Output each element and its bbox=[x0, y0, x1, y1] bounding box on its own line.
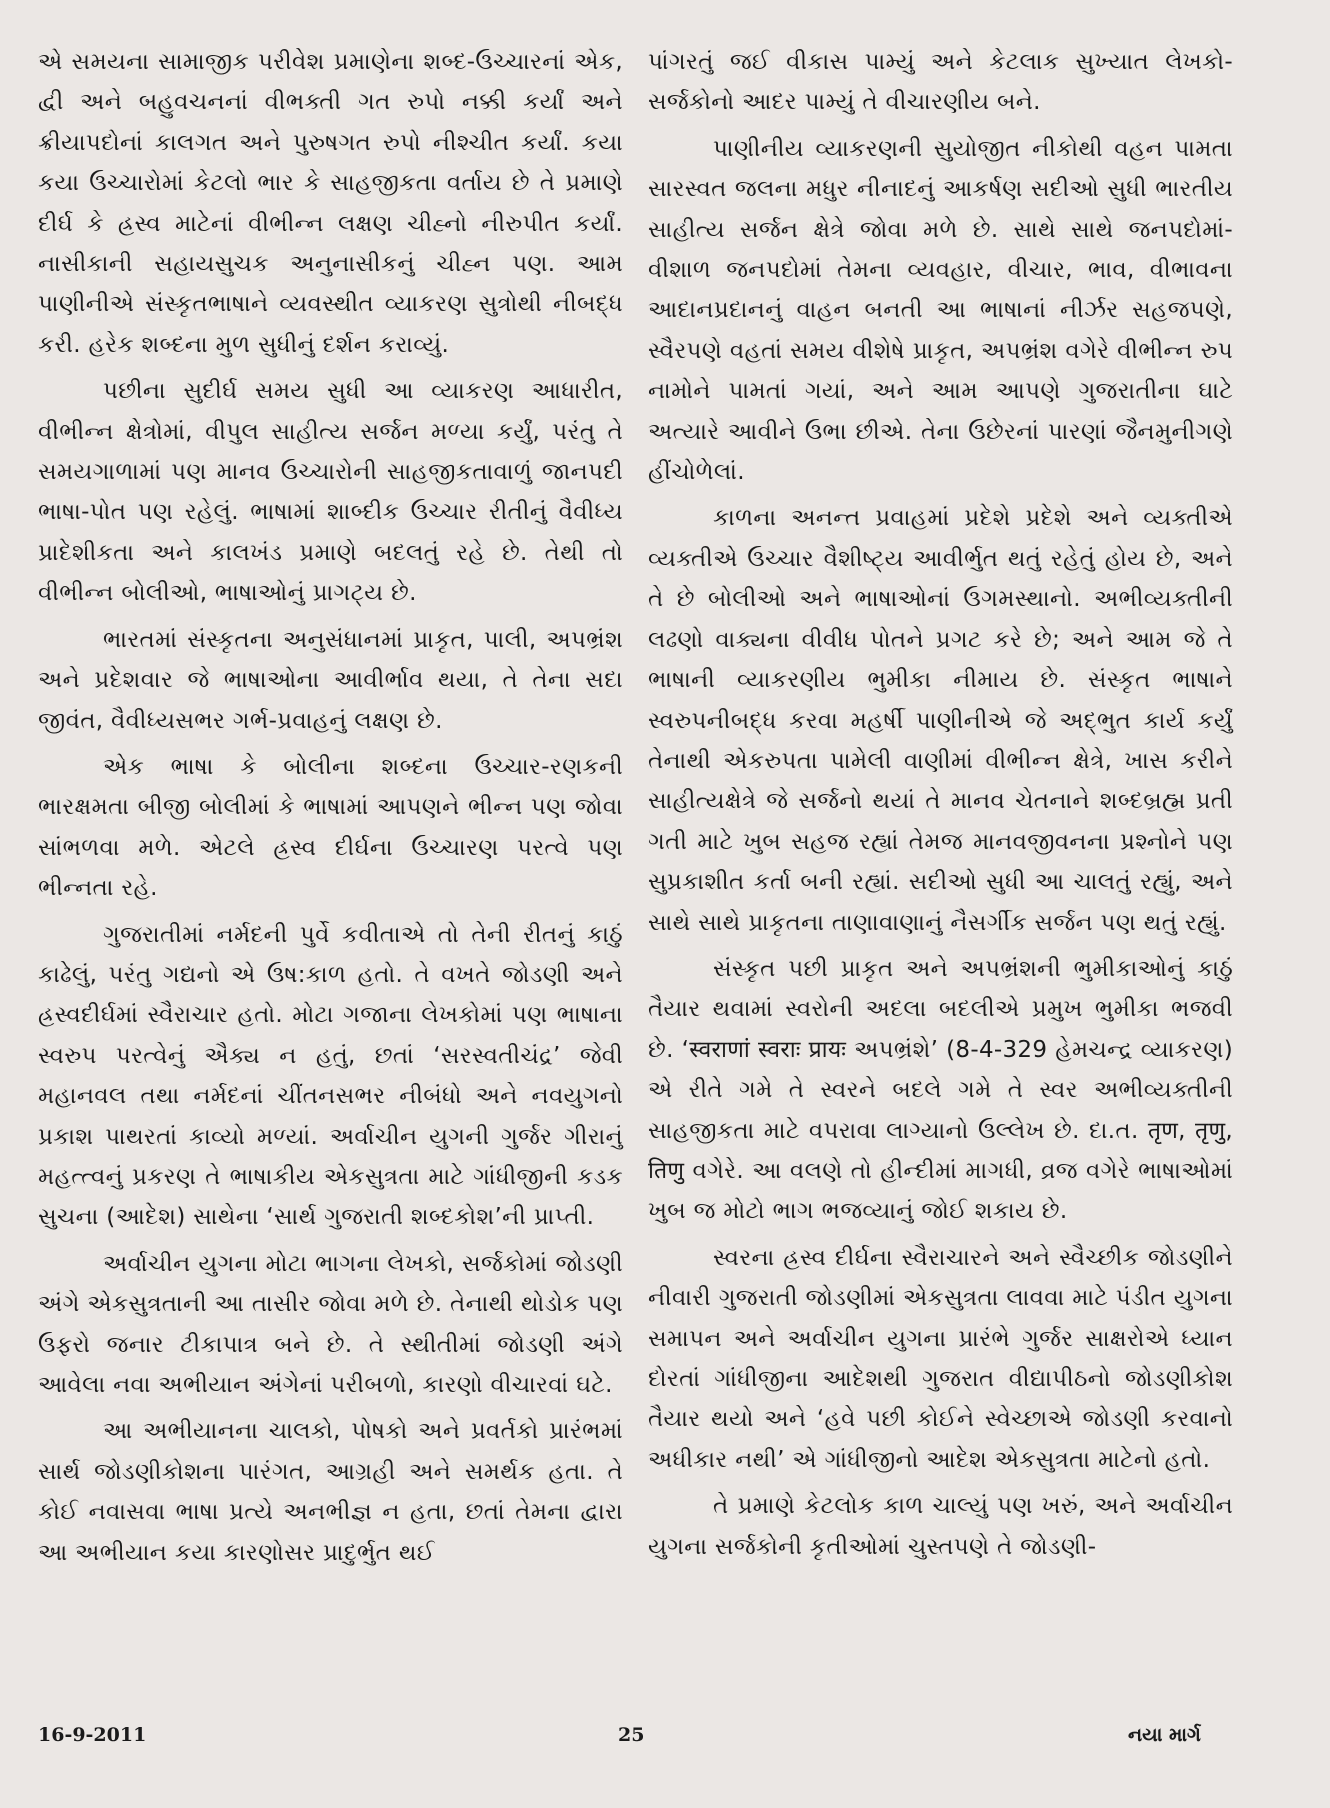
paragraph: તે પ્રમાણે કેટલોક કાળ ચાલ્યું પણ ખરું, અને અર્વાચીન યુગના સર્જકોની કૃતીઓમાં ચુસ્તપણે તે જોડણી- bbox=[648, 1493, 1233, 1560]
paragraph: આ અભીયાનના ચાલકો, પોષકો અને પ્રવર્તકો પ્રારંભમાં સાર્થ જોડણીકોશના પારંગત, આગ્રહી અને સમર્થક હતા. તે કોઈ નવાસવા ભાષા પ્રત્યે અનભીજ્ઞ ન હતા, છતાં તેમના દ્વારા આ અભીયાન કયા કારણોસર પ્રાદુર્ભુત થઈ bbox=[38, 1418, 623, 1566]
paragraph: ગુજરાતીમાં નર્મદની પુર્વે કવીતાએ તો તેની રીતનું કાઠું કાઢેલું, પરંતુ ગદ્યનો એ ઉષ:કાળ હતો. તે વખતે જોડણી અને હ્રસ્વદીર્ઘમાં સ્વૈરાચાર હતો. મોટા ગજાના લેખકોમાં પણ ભાષાના સ્વરુપ પરત્વેનું ઐક્ય ન હતું, છતાં ‘સરસ્વતીચંદ્ર’ જેવી મહાનવલ તથા નર્મદનાં ચીંતનસભર નીબંધો અને નવયુગનો પ્રકાશ પાથરતાં કાવ્યો મળ્યાં. અર્વાચીન યુગની ગુર્જર ગીરાનું મહત્ત્વનું પ્રકરણ તે ભાષાકીય એકસુત્રતા માટે ગાંધીજીની કડક સુચના (આદેશ) સાથેના ‘સાર્થ ગુજરાતી શબ્દકોશ’ની પ્રાપ્તી. bbox=[38, 921, 623, 1231]
paragraph: ભારતમાં સંસ્કૃતના અનુસંધાનમાં પ્રાકૃત, પાલી, અપભ્રંશ અને પ્રદેશવાર જે ભાષાઓના આવીર્ભાવ થયા, તે તેના સદા જીવંત, વૈવીધ્યસભર ગર્ભ-પ્રવાહનું લક્ષણ છે. bbox=[38, 626, 623, 734]
page-number: 25 bbox=[618, 1724, 645, 1746]
paragraph: સ્વરના હ્રસ્વ દીર્ઘના સ્વૈરાચારને અને સ્વૈચ્છીક જોડણીને નીવારી ગુજરાતી જોડણીમાં એકસુત્રતા લાવવા માટે પંડીત યુગના સમાપન અને અર્વાચીન યુગના પ્રારંભે ગુર્જર સાક્ષરોએ ધ્યાન દોરતાં ગાંધીજીના આદેશથી ગુજરાત વીદ્યાપીઠનો જોડણીકોશ તૈયાર થયો અને ‘હવે પછી કોઈને સ્વેચ્છાએ જોડણી કરવાનો અધીકાર નથી’ એ ગાંધીજીનો આદેશ એકસુત્રતા માટેનો હતો. bbox=[648, 1244, 1233, 1473]
paragraph: એક ભાષા કે બોલીના શબ્દના ઉચ્ચાર-રણકની ભારક્ષમતા બીજી બોલીમાં કે ભાષામાં આપણને ભીન્ન પણ જોવા સાંભળવા મળે. એટલે હ્રસ્વ દીર્ઘના ઉચ્ચારણ પરત્વે પણ ભીન્નતા રહે. bbox=[38, 753, 623, 902]
page-footer bbox=[0, 1724, 1330, 1764]
left-column bbox=[38, 42, 623, 1579]
paragraph: પાંગરતું જઈ વીકાસ પામ્યું અને કેટલાક સુખ્યાત લેખકો-સર્જકોનો આદર પામ્યું તે વીચારણીય બને. bbox=[648, 49, 1233, 116]
issue-date: 16-9-2011 bbox=[38, 1724, 147, 1746]
paragraph: કાળના અનન્ત પ્રવાહમાં પ્રદેશે પ્રદેશે અને વ્યક્તીએ વ્યક્તીએ ઉચ્ચાર વૈશીષ્ટ્ય આવીર્ભુત થતું રહેતું હોય છે, અને તે છે બોલીઓ અને ભાષાઓનાં ઉગમસ્થાનો. અભીવ્યક્તીની લઢણો વાક્યના વીવીધ પોતને પ્રગટ કરે છે; અને આમ જે તે ભાષાની વ્યાકરણીય ભુમીકા નીમાય છે. સંસ્કૃત ભાષાને સ્વરુપનીબદ્ધ કરવા મહર્ષી પાણીનીએ જે અદ્‌ભુત કાર્ય કર્યું તેનાથી એકરુપતા પામેલી વાણીમાં વીભીન્ન ક્ષેત્રે, ખાસ કરીને સાહીત્યક્ષેત્રે જે સર્જનો થયાં તે માનવ ચેતનાને શબ્દબ્રહ્મ પ્રતી ગતી માટે ખુબ સહજ રહ્યાં તેમજ માનવજીવનના પ્રશ્નોને પણ સુપ્રકાશીત કર્તા બની રહ્યાં. સદીઓ સુધી આ ચાલતું રહ્યું, અને સાથે સાથે પ્રાકૃતના તાણાવાણાનું નૈસર્ગીક સર્જન પણ થતું રહ્યું. bbox=[648, 505, 1233, 936]
paragraph: એ સમયના સામાજીક પરીવેશ પ્રમાણેના શબ્દ-ઉચ્ચારનાં એક, દ્વી અને બહુવચનનાં વીભક્તી ગત રુપો નક્કી કર્યાં અને ક્રીયાપદોનાં કાલગત અને પુરુષગત રુપો નીશ્ચીત કર્યાં. કયા કયા ઉચ્ચારોમાં કેટલો ભાર કે સાહજીકતા વર્તાય છે તે પ્રમાણે દીર્ઘ કે હ્રસ્વ માટેનાં વીભીન્ન લક્ષણ ચીહ્નો નીરુપીત કર્યાં. નાસીકાની સહાયસુચક અનુનાસીકનું ચીહ્ન પણ. આમ પાણીનીએ સંસ્કૃતભાષાને વ્યવસ્થીત વ્યાકરણ સુત્રોથી નીબદ્ધ કરી. હરેક શબ્દના મુળ સુધીનું દર્શન કરાવ્યું. bbox=[38, 49, 623, 358]
paragraph: સંસ્કૃત પછી પ્રાકૃત અને અપભ્રંશની ભુમીકાઓનું કાઠું તૈયાર થવામાં સ્વરોની અદલા બદલીએ પ્રમુખ ભુમીકા ભજવી છે. ‘स्वराणां स्वराः प्रायः અપભ્રંશે’ (8-4-329 હેમચન્દ્ર વ્યાકરણ) એ રીતે ગમે તે સ્વરને બદલે ગમે તે સ્વર અભીવ્યક્તીની સાહજીકતા માટે વપરાવા લાગ્યાનો ઉલ્લેખ છે. દા.ત. तृण, तृणु, तिणु વગેરે. આ વલણે તો હીન્દીમાં માગધી, વ્રજ વગેરે ભાષાઓમાં ખુબ જ મોટો ભાગ ભજવ્યાનું જોઈ શકાય છે. bbox=[648, 955, 1233, 1225]
right-column bbox=[648, 42, 1233, 1573]
paragraph: અર્વાચીન યુગના મોટા ભાગના લેખકો, સર્જકોમાં જોડણી અંગે એકસુત્રતાની આ તાસીર જોવા મળે છે. તેનાથી થોડોક પણ ઉફરો જનાર ટીકાપાત્ર બને છે. તે સ્થીતીમાં જોડણી અંગે આવેલા નવા અભીયાન અંગેનાં પરીબળો, કારણો વીચારવાં ઘટે. bbox=[38, 1250, 623, 1398]
paragraph: પાણીનીય વ્યાકરણની સુયોજીત નીકોથી વહન પામતા સારસ્વત જલના મધુર નીનાદનું આકર્ષણ સદીઓ સુધી ભારતીય સાહીત્ય સર્જન ક્ષેત્રે જોવા મળે છે. સાથે સાથે જનપદોમાં-વીશાળ જનપદોમાં તેમના વ્યવહાર, વીચાર, ભાવ, વીભાવના આદાનપ્રદાનનું વાહન બનતી આ ભાષાનાં નીર્ઝર સહજપણે, સ્વૈરપણે વહતાં સમય વીશેષે પ્રાકૃત, અપભ્રંશ વગેરે વીભીન્ન રુપ નામોને પામતાં ગયાં, અને આમ આપણે ગુજરાતીના ઘાટે અત્યારે આવીને ઉભા છીએ. તેના ઉછેરનાં પારણાં જૈનમુનીગણે હીંચોળેલાં. bbox=[648, 135, 1233, 486]
magazine-name: નયા માર્ગ bbox=[1128, 1724, 1201, 1746]
paragraph: પછીના સુદીર્ઘ સમય સુધી આ વ્યાકરણ આધારીત, વીભીન્ન ક્ષેત્રોમાં, વીપુલ સાહીત્ય સર્જન મળ્યા કર્યું, પરંતુ તે સમયગાળામાં પણ માનવ ઉચ્ચારોની સાહજીકતાવાળું જાનપદી ભાષા-પોત પણ રહેલું. ભાષામાં શાબ્દીક ઉચ્ચાર રીતીનું વૈવીધ્ય પ્રાદેશીકતા અને કાલખંડ પ્રમાણે બદલતું રહે છે. તેથી તો વીભીન્ન બોલીઓ, ભાષાઓનું પ્રાગટ્ય છે. bbox=[38, 378, 623, 607]
